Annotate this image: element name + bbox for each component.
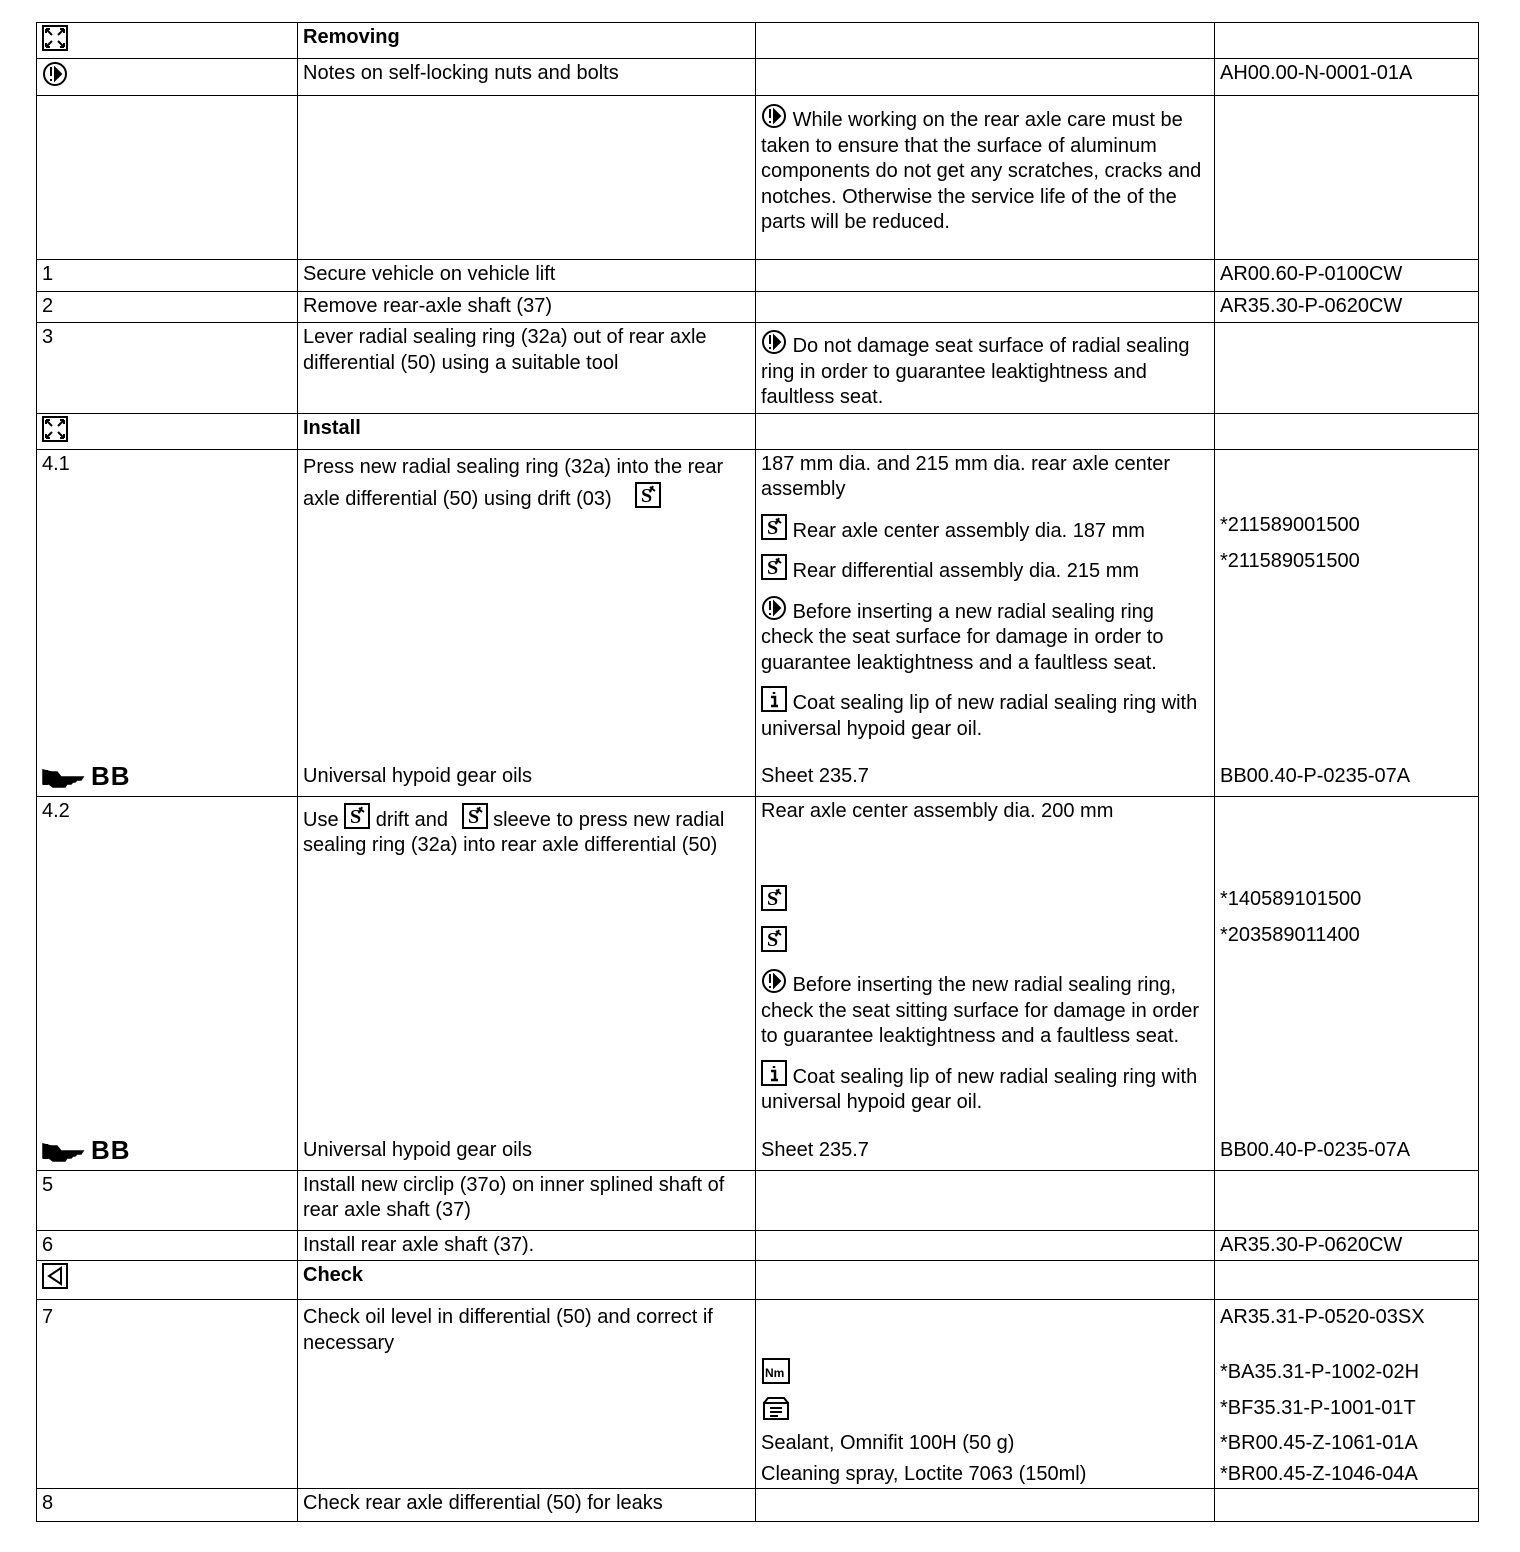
note-text: Before inserting a new radial sealing ring check the seat surface for damage in order to guarantee leaktightness and a faultless seat. bbox=[761, 600, 1164, 674]
section-row-removing bbox=[37, 23, 1479, 59]
assembly-heading: 187 mm dia. and 215 mm dia. rear axle center assembly bbox=[761, 452, 1171, 500]
table-row bbox=[37, 96, 1479, 260]
step-label: Notes on self-locking nuts and bolts bbox=[298, 59, 756, 96]
check-icon bbox=[42, 1263, 68, 1289]
note-text: While working on the rear axle care must be taken to ensure that the surface of aluminum components do not get any scratches, cracks and notches. Otherwise the service life of the of the parts will be reduced. bbox=[761, 109, 1202, 233]
step-number: 6 bbox=[37, 1230, 298, 1261]
procedure-table bbox=[36, 22, 1479, 1522]
table-row bbox=[37, 796, 1479, 1170]
step-number: 8 bbox=[37, 1489, 298, 1522]
table-row bbox=[37, 1300, 1479, 1489]
reference-link[interactable]: *BA35.31-P-1002-02H bbox=[1220, 1361, 1420, 1383]
step-label: Remove rear-axle shaft (37) bbox=[298, 292, 756, 323]
step-label-part: sleeve to press new radial sealing ring (32a) into rear axle differential (50) bbox=[303, 808, 725, 856]
oil-label: Universal hypoid gear oils bbox=[303, 1139, 533, 1161]
step-number: 4.1 bbox=[42, 452, 70, 475]
table-row bbox=[37, 59, 1479, 96]
warning-icon bbox=[42, 61, 68, 87]
info-text: Coat sealing lip of new radial sealing ring with universal hypoid gear oil. bbox=[761, 1065, 1198, 1113]
special-tool-icon bbox=[344, 803, 370, 829]
tool-text: Rear differential assembly dia. 215 mm bbox=[792, 560, 1140, 582]
part-number[interactable]: *140589101500 bbox=[1220, 887, 1362, 910]
section-row-install bbox=[37, 413, 1479, 449]
step-label-part: Use bbox=[303, 808, 339, 831]
section-title: Removing bbox=[298, 23, 756, 59]
note-text: Before inserting the new radial sealing ring, check the seat sitting surface for damage in order to guarantee leaktightness and a faultless seat. bbox=[761, 974, 1200, 1047]
reference-link[interactable]: *BR00.45-Z-1061-01A bbox=[1220, 1432, 1418, 1454]
reference-link[interactable]: AR00.60-P-0100CW bbox=[1215, 260, 1479, 292]
section-title: Check bbox=[298, 1261, 756, 1300]
step-number: 1 bbox=[37, 260, 298, 292]
step-label: Install new circlip (37o) on inner splined shaft of rear axle shaft (37) bbox=[298, 1170, 756, 1230]
part-number[interactable]: *203589011400 bbox=[1220, 923, 1360, 946]
reference-link[interactable]: BB00.40-P-0235-07A bbox=[1220, 765, 1411, 787]
note-text: Do not damage seat surface of radial sealing ring in order to guarantee leaktightness and faultless seat. bbox=[761, 335, 1190, 408]
reference-link[interactable]: AH00.00-N-0001-01A bbox=[1215, 59, 1479, 96]
pointing-hand-icon bbox=[41, 764, 87, 790]
bb-label: BB bbox=[91, 760, 131, 791]
special-tool-icon bbox=[761, 514, 787, 540]
special-tool-icon bbox=[462, 803, 488, 829]
table-row bbox=[37, 1170, 1479, 1230]
step-number: 7 bbox=[37, 1300, 298, 1489]
info-icon bbox=[761, 1060, 787, 1086]
special-tool-icon bbox=[761, 554, 787, 580]
section-title: Install bbox=[298, 413, 756, 449]
step-number: 2 bbox=[37, 292, 298, 323]
warning-icon bbox=[761, 968, 787, 994]
step-label: Secure vehicle on vehicle lift bbox=[298, 260, 756, 292]
special-tool-icon bbox=[635, 482, 661, 508]
step-number: 5 bbox=[37, 1170, 298, 1230]
bb-label: BB bbox=[91, 1134, 131, 1165]
step-label: Press new radial sealing ring (32a) into the rear axle differential (50) using drift (03) bbox=[303, 455, 724, 510]
warning-icon bbox=[761, 595, 787, 621]
step-number: 4.2 bbox=[42, 799, 70, 822]
sheet-text: Sheet 235.7 bbox=[761, 765, 869, 787]
warning-icon bbox=[761, 103, 787, 129]
reference-link[interactable]: AR35.30-P-0620CW bbox=[1215, 292, 1479, 323]
table-row bbox=[37, 449, 1479, 796]
table-row bbox=[37, 260, 1479, 292]
table-row bbox=[37, 323, 1479, 414]
reference-link[interactable]: AR35.31-P-0520-03SX bbox=[1220, 1306, 1425, 1328]
reference-link[interactable]: AR35.30-P-0620CW bbox=[1215, 1230, 1479, 1261]
table-row bbox=[37, 1230, 1479, 1261]
table-row bbox=[37, 292, 1479, 323]
info-icon bbox=[761, 686, 787, 712]
pointing-hand-icon bbox=[41, 1138, 87, 1164]
step-label: Check oil level in differential (50) and correct if necessary bbox=[298, 1300, 756, 1489]
table-row bbox=[37, 1489, 1479, 1522]
tool-text: Rear axle center assembly dia. 187 mm bbox=[792, 519, 1145, 542]
expand-icon bbox=[42, 416, 68, 442]
part-number[interactable]: *211589051500 bbox=[1220, 549, 1360, 572]
step-label: Install rear axle shaft (37). bbox=[298, 1230, 756, 1261]
reference-link[interactable]: *BF35.31-P-1001-01T bbox=[1220, 1397, 1416, 1419]
reference-link[interactable]: *BR00.45-Z-1046-04A bbox=[1220, 1463, 1418, 1485]
sheet-text: Sheet 235.7 bbox=[761, 1139, 869, 1161]
cleaning-spray-text: Cleaning spray, Loctite 7063 (150ml) bbox=[761, 1463, 1087, 1485]
step-number: 3 bbox=[37, 323, 298, 414]
step-label-part: drift and bbox=[375, 808, 448, 831]
step-label: Lever radial sealing ring (32a) out of rear axle differential (50) using a suitable tool bbox=[298, 323, 756, 414]
info-text: Coat sealing lip of new radial sealing ring with universal hypoid gear oil. bbox=[761, 692, 1198, 740]
sealant-text: Sealant, Omnifit 100H (50 g) bbox=[761, 1432, 1015, 1454]
fill-capacity-icon bbox=[762, 1395, 790, 1421]
expand-icon bbox=[42, 25, 68, 51]
torque-nm-icon bbox=[762, 1358, 790, 1384]
special-tool-icon bbox=[761, 926, 787, 952]
part-number[interactable]: *211589001500 bbox=[1220, 513, 1360, 536]
special-tool-icon bbox=[761, 885, 787, 911]
assembly-heading: Rear axle center assembly dia. 200 mm bbox=[761, 799, 1114, 822]
section-row-check bbox=[37, 1261, 1479, 1300]
step-label: Check rear axle differential (50) for leaks bbox=[298, 1489, 756, 1522]
oil-label: Universal hypoid gear oils bbox=[303, 765, 533, 787]
reference-link[interactable]: BB00.40-P-0235-07A bbox=[1220, 1139, 1411, 1161]
warning-icon bbox=[761, 329, 787, 355]
